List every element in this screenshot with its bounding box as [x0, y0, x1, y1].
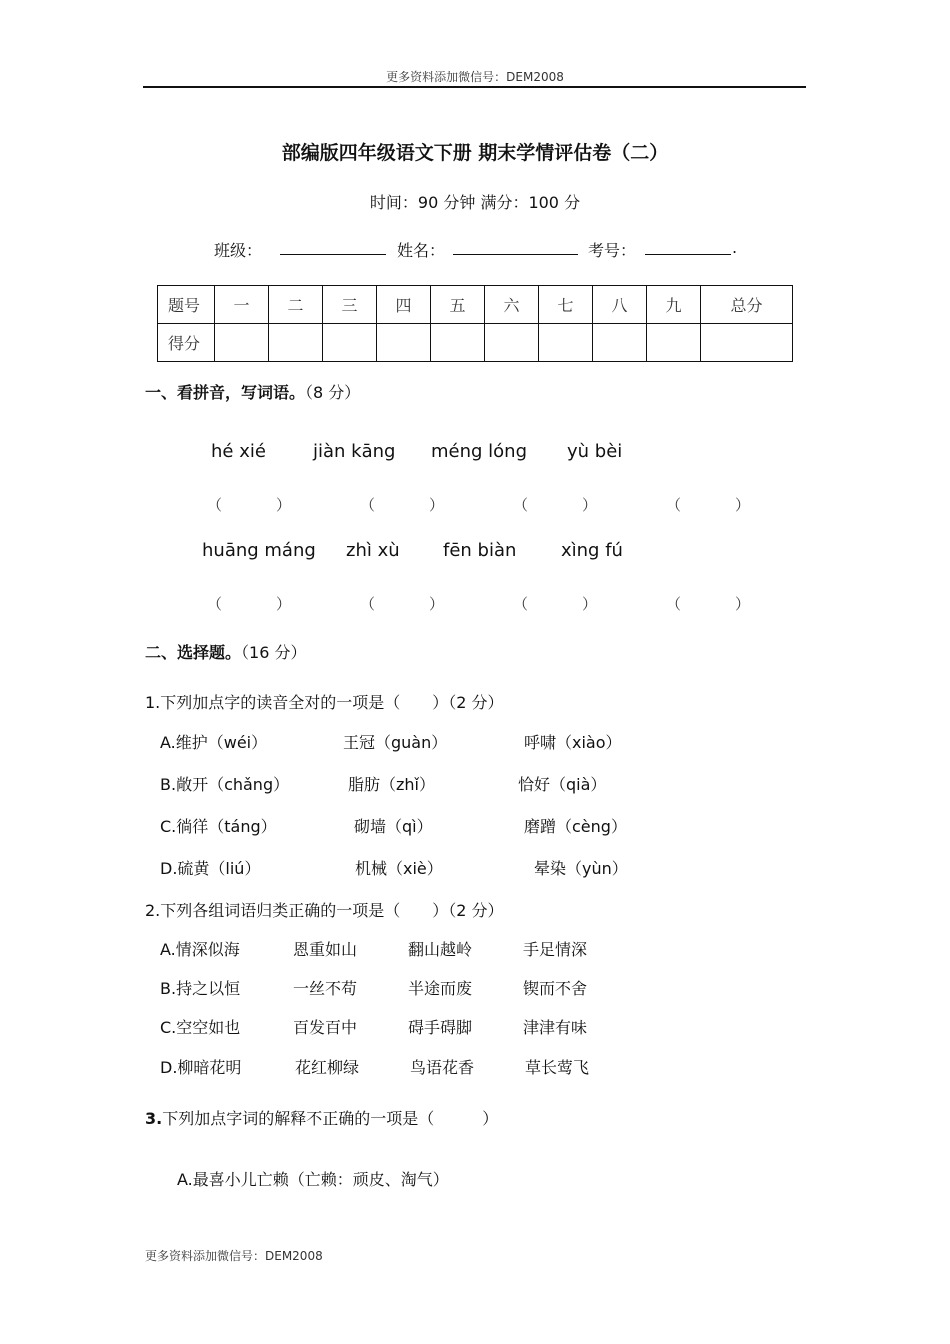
- section1-heading: [145, 380, 360, 403]
- table-header-cell: 六: [485, 286, 539, 324]
- score-table: [157, 285, 793, 362]
- pinyin-item: fēn biàn: [443, 540, 517, 561]
- q1-option-a-3: 呼啸（xiào）: [524, 733, 622, 752]
- table-header-cell: 四: [377, 286, 431, 324]
- section1-title: 一、看拼音，写词语。: [145, 383, 306, 402]
- score-cell: [269, 324, 323, 362]
- q1-option-a-1: A.维护（wéi）: [160, 733, 268, 752]
- paren-close: ）: [735, 496, 751, 514]
- q1-option-d-1: D.硫黄（liú）: [160, 859, 261, 878]
- table-header-cell: 八: [593, 286, 647, 324]
- exam-time-score: 时间：90 分钟 满分：100 分: [369, 193, 581, 212]
- paren-open: （: [360, 595, 376, 613]
- q2-option-b-4: 锲而不舍: [523, 979, 588, 998]
- paren-open: （: [666, 595, 682, 613]
- score-table-header-row: [158, 286, 793, 324]
- table-cell-question-number: 题号: [158, 286, 215, 324]
- q2-option-c-1: C.空空如也: [160, 1018, 241, 1037]
- question-3-number: 3.: [145, 1109, 163, 1128]
- score-cell: [323, 324, 377, 362]
- score-cell: [377, 324, 431, 362]
- q1-option-b-2: 脂肪（zhǐ）: [348, 775, 435, 794]
- paren-close: ）: [582, 595, 598, 613]
- q2-option-d-2: 花红柳绿: [295, 1058, 360, 1077]
- paren-open: （: [360, 496, 376, 514]
- q2-option-a-1: A.情深似海: [160, 940, 240, 959]
- q2-option-c-3: 碍手碍脚: [408, 1018, 473, 1037]
- score-cell: [701, 324, 793, 362]
- question-1-stem: 1.下列加点字的读音全对的一项是（ ）（2 分）: [145, 693, 504, 712]
- q2-option-b-2: 一丝不苟: [293, 979, 358, 998]
- score-cell: [215, 324, 269, 362]
- score-cell: [593, 324, 647, 362]
- q1-option-a-2: 王冠（guàn）: [343, 733, 448, 752]
- q1-option-c-1: C.徜徉（táng）: [160, 817, 277, 836]
- name-blank: [453, 236, 578, 255]
- score-cell: [485, 324, 539, 362]
- paren-open: （: [207, 496, 223, 514]
- table-header-cell: 七: [539, 286, 593, 324]
- paren-open: （: [207, 595, 223, 613]
- paren-close: ）: [735, 595, 751, 613]
- class-label: 班级：: [214, 241, 263, 260]
- q2-option-c-4: 津津有味: [523, 1018, 588, 1037]
- table-header-cell: 五: [431, 286, 485, 324]
- pinyin-item: méng lóng: [431, 441, 528, 462]
- score-cell: [647, 324, 701, 362]
- q1-option-b-3: 恰好（qià）: [518, 775, 607, 794]
- score-cell: [431, 324, 485, 362]
- end-mark: .: [732, 238, 738, 257]
- q1-option-d-3: 晕染（yùn）: [534, 859, 628, 878]
- pinyin-item: jiàn kāng: [313, 441, 396, 462]
- header-divider: [143, 86, 806, 88]
- pinyin-item: huāng máng: [202, 540, 316, 561]
- pinyin-item: zhì xù: [346, 540, 400, 561]
- q2-option-d-3: 鸟语花香: [410, 1058, 475, 1077]
- table-header-cell: 总分: [701, 286, 793, 324]
- paren-close: ）: [276, 595, 292, 613]
- paren-close: ）: [582, 496, 598, 514]
- question-2-stem: 2.下列各组词语归类正确的一项是（ ）（2 分）: [145, 901, 504, 920]
- paren-open: （: [666, 496, 682, 514]
- table-header-cell: 九: [647, 286, 701, 324]
- section2-points: （16 分）: [241, 643, 307, 662]
- section2-title: 二、选择题。: [145, 643, 242, 662]
- q2-option-d-4: 草长莺飞: [525, 1058, 590, 1077]
- footer-wechat-note: 更多资料添加微信号：DEM2008: [145, 1249, 323, 1263]
- table-header-cell: 二: [269, 286, 323, 324]
- q2-option-b-1: B.持之以恒: [160, 979, 241, 998]
- name-label: 姓名：: [397, 241, 446, 260]
- paren-close: ）: [276, 496, 292, 514]
- q2-option-c-2: 百发百中: [293, 1018, 358, 1037]
- pinyin-item: xìng fú: [561, 540, 623, 561]
- section2-heading: [145, 640, 306, 663]
- pinyin-item: yù bèi: [567, 441, 623, 462]
- paren-close: ）: [429, 595, 445, 613]
- q2-option-d-1: D.柳暗花明: [160, 1058, 242, 1077]
- q2-option-a-3: 翻山越岭: [408, 940, 473, 959]
- class-blank: [280, 236, 386, 255]
- paren-open: （: [513, 496, 529, 514]
- q2-option-a-2: 恩重如山: [293, 940, 358, 959]
- paren-open: （: [513, 595, 529, 613]
- number-blank: [645, 236, 731, 255]
- table-header-cell: 三: [323, 286, 377, 324]
- table-cell-score: 得分: [158, 324, 215, 362]
- number-label: 考号：: [588, 241, 637, 260]
- q1-option-c-2: 砌墙（qì）: [354, 817, 433, 836]
- score-cell: [539, 324, 593, 362]
- q1-option-b-1: B.敞开（chǎng）: [160, 775, 290, 794]
- page-title: 部编版四年级语文下册 期末学情评估卷（二）: [281, 142, 669, 164]
- question-3-text: 下列加点字词的解释不正确的一项是（ ）: [162, 1109, 499, 1128]
- q2-option-b-3: 半途而废: [408, 979, 473, 998]
- q1-option-c-3: 磨蹭（cèng）: [524, 817, 627, 836]
- section1-points: （8 分）: [305, 383, 361, 402]
- table-header-cell: 一: [215, 286, 269, 324]
- pinyin-item: hé xié: [211, 441, 266, 462]
- q2-option-a-4: 手足情深: [523, 940, 588, 959]
- paren-close: ）: [429, 496, 445, 514]
- question-3-stem: [145, 1106, 498, 1129]
- q1-option-d-2: 机械（xiè）: [355, 859, 443, 878]
- header-wechat-note: 更多资料添加微信号：DEM2008: [386, 70, 564, 84]
- score-table-score-row: [158, 324, 793, 362]
- q3-option-a: A.最喜小儿亡赖（亡赖：顽皮、淘气）: [177, 1170, 449, 1189]
